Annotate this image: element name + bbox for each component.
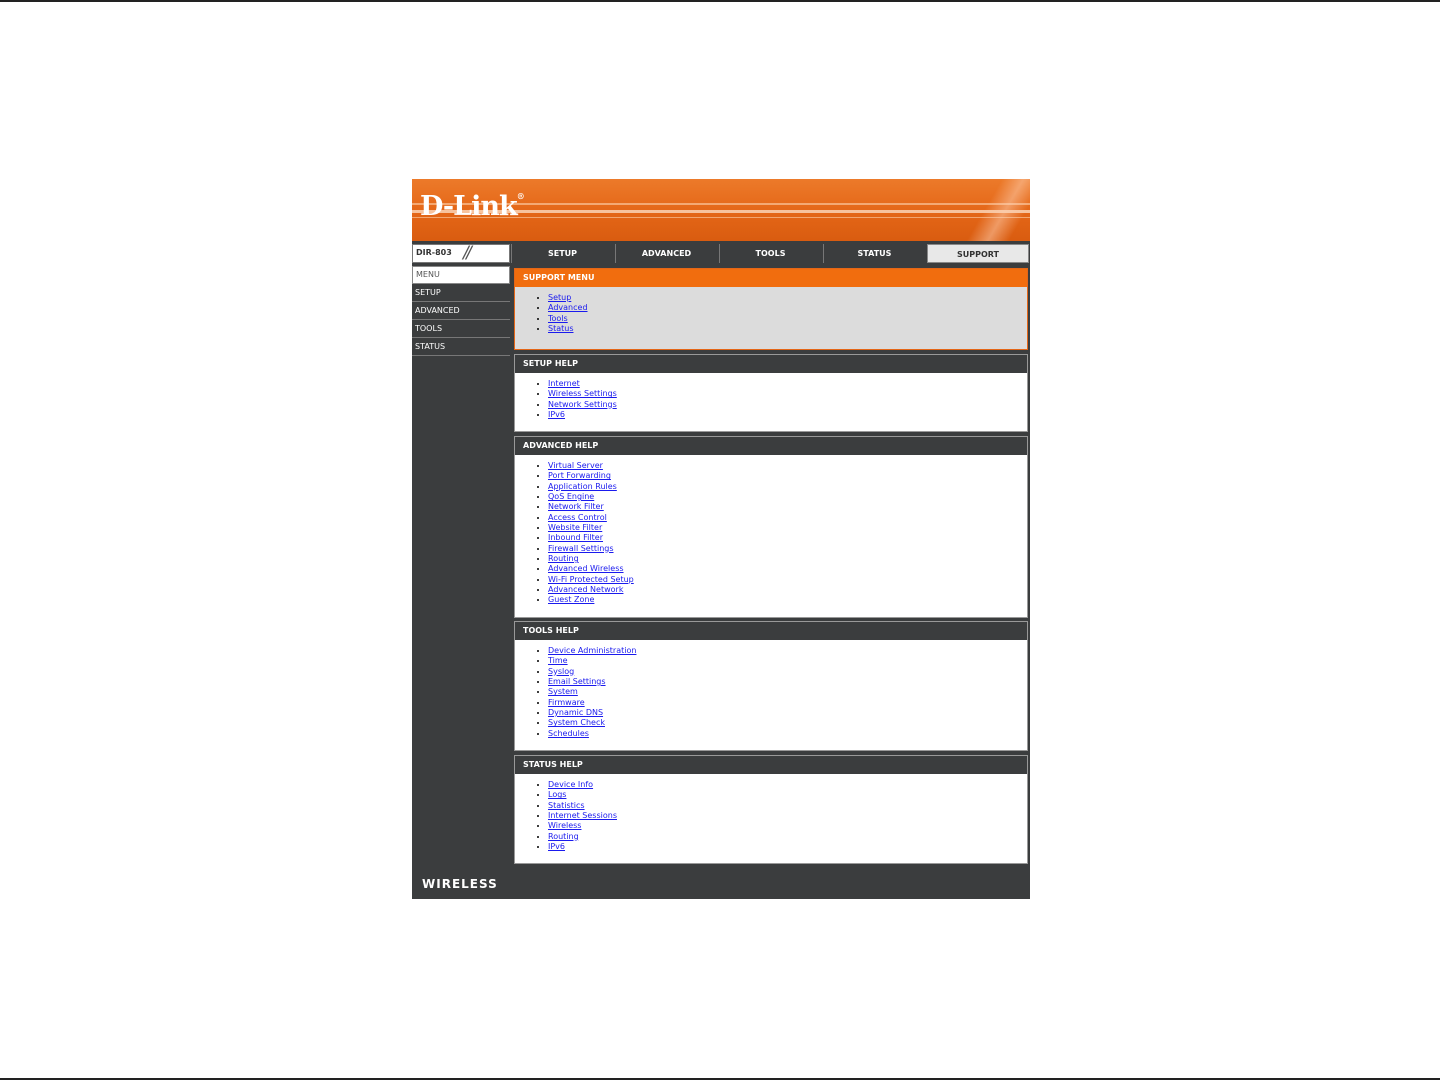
page-bottom-rule (0, 1078, 1440, 1080)
help-link[interactable]: Dynamic DNS (548, 708, 604, 718)
help-link[interactable]: Routing (548, 554, 579, 564)
help-link[interactable]: Statistics (548, 800, 585, 810)
list-item (548, 842, 1027, 852)
slash-decoration: / / (463, 243, 468, 263)
help-link[interactable]: Logs (548, 790, 567, 800)
list-item (548, 801, 1027, 811)
help-link[interactable]: Access Control (548, 512, 607, 522)
status-help-title: STATUS HELP (515, 756, 1027, 774)
help-link[interactable]: Inbound Filter (548, 533, 603, 543)
list-item (548, 502, 1027, 512)
list-item (548, 575, 1027, 585)
help-link[interactable]: System Check (548, 718, 605, 728)
help-link[interactable]: Device Administration (548, 646, 637, 655)
list-item (548, 492, 1027, 502)
dlink-logo: D-Link® (420, 191, 524, 222)
wireless-footer-logo: WIRELESS (422, 877, 498, 891)
list-item (548, 410, 1027, 420)
list-item (548, 564, 1027, 574)
tools-help-panel (514, 621, 1028, 751)
list-item (548, 677, 1027, 687)
list-item (548, 667, 1027, 677)
support-link-setup[interactable]: Setup (548, 293, 572, 302)
sidebar-item-tools[interactable]: TOOLS (412, 321, 510, 338)
tab-status[interactable]: STATUS (823, 244, 925, 263)
list-item (548, 708, 1027, 718)
header-banner (412, 179, 1030, 241)
help-link[interactable]: Internet Sessions (548, 811, 617, 821)
support-link-tools[interactable]: Tools (548, 313, 568, 323)
tab-tools[interactable]: TOOLS (719, 244, 821, 263)
help-link[interactable]: QoS Engine (548, 492, 595, 502)
model-label-cell (412, 244, 510, 263)
list-item (548, 687, 1027, 697)
tab-support[interactable]: SUPPORT (927, 244, 1029, 263)
support-menu-title: SUPPORT MENU (515, 269, 1027, 287)
list-item (548, 698, 1027, 708)
help-link[interactable]: Email Settings (548, 677, 606, 687)
status-help-panel (514, 755, 1028, 864)
help-link[interactable]: Application Rules (548, 481, 617, 491)
help-link[interactable]: Virtual Server (548, 461, 603, 470)
list-item (548, 832, 1027, 842)
support-link-advanced[interactable]: Advanced (548, 303, 588, 313)
list-item (548, 595, 1027, 605)
sidebar-item-advanced[interactable]: ADVANCED (412, 303, 510, 320)
help-link[interactable]: Device Info (548, 780, 594, 789)
list-item (548, 293, 1027, 303)
help-link[interactable]: Firewall Settings (548, 543, 614, 553)
help-link[interactable]: System (548, 687, 578, 697)
help-link[interactable]: IPv6 (548, 410, 566, 420)
help-link[interactable]: Wi-Fi Protected Setup (548, 574, 634, 584)
list-item (548, 303, 1027, 313)
list-item (548, 554, 1027, 564)
help-link[interactable]: Advanced Wireless (548, 564, 624, 574)
help-link[interactable]: Network Settings (548, 399, 617, 409)
router-web-ui (412, 179, 1030, 899)
list-item (548, 544, 1027, 554)
help-link[interactable]: Firmware (548, 697, 585, 707)
support-menu-list (515, 293, 1027, 334)
list-item (548, 523, 1027, 533)
tab-advanced[interactable]: ADVANCED (615, 244, 717, 263)
list-item (548, 379, 1027, 389)
model-name: DIR-803 (416, 248, 452, 257)
list-item (548, 729, 1027, 739)
sidebar-item-setup[interactable]: SETUP (412, 285, 510, 302)
advanced-help-panel (514, 436, 1028, 618)
page-top-rule (0, 0, 1440, 2)
help-link[interactable]: IPv6 (548, 842, 566, 852)
help-link[interactable]: Routing (548, 831, 579, 841)
list-item (548, 646, 1027, 656)
help-link[interactable]: Wireless (548, 821, 582, 831)
list-item (548, 811, 1027, 821)
help-link[interactable]: Wireless Settings (548, 389, 617, 399)
help-link[interactable]: Internet (548, 379, 580, 388)
list-item (548, 471, 1027, 481)
list-item (548, 513, 1027, 523)
help-link[interactable]: Website Filter (548, 523, 603, 533)
list-item (548, 461, 1027, 471)
advanced-help-title: ADVANCED HELP (515, 437, 1027, 455)
list-item (548, 718, 1027, 728)
list-item (548, 821, 1027, 831)
list-item (548, 790, 1027, 800)
list-item (548, 314, 1027, 324)
setup-help-title: SETUP HELP (515, 355, 1027, 373)
list-item (548, 482, 1027, 492)
help-link[interactable]: Network Filter (548, 502, 604, 512)
help-link[interactable]: Schedules (548, 728, 589, 738)
list-item (548, 585, 1027, 595)
support-menu-panel (514, 268, 1028, 350)
setup-help-panel (514, 354, 1028, 432)
list-item (548, 324, 1027, 334)
menu-heading: MENU (412, 266, 510, 284)
tools-help-title: TOOLS HELP (515, 622, 1027, 640)
sidebar-item-status[interactable]: STATUS (412, 339, 510, 356)
support-link-status[interactable]: Status (548, 324, 574, 334)
help-link[interactable]: Syslog (548, 666, 575, 676)
list-item (548, 400, 1027, 410)
help-link[interactable]: Port Forwarding (548, 471, 611, 481)
help-link[interactable]: Guest Zone (548, 595, 595, 605)
help-link[interactable]: Time (548, 656, 568, 666)
footer-bar (412, 867, 1030, 899)
list-item (548, 656, 1027, 666)
help-link[interactable]: Advanced Network (548, 585, 624, 595)
list-item (548, 389, 1027, 399)
tab-setup[interactable]: SETUP (511, 244, 613, 263)
list-item (548, 533, 1027, 543)
list-item (548, 780, 1027, 790)
